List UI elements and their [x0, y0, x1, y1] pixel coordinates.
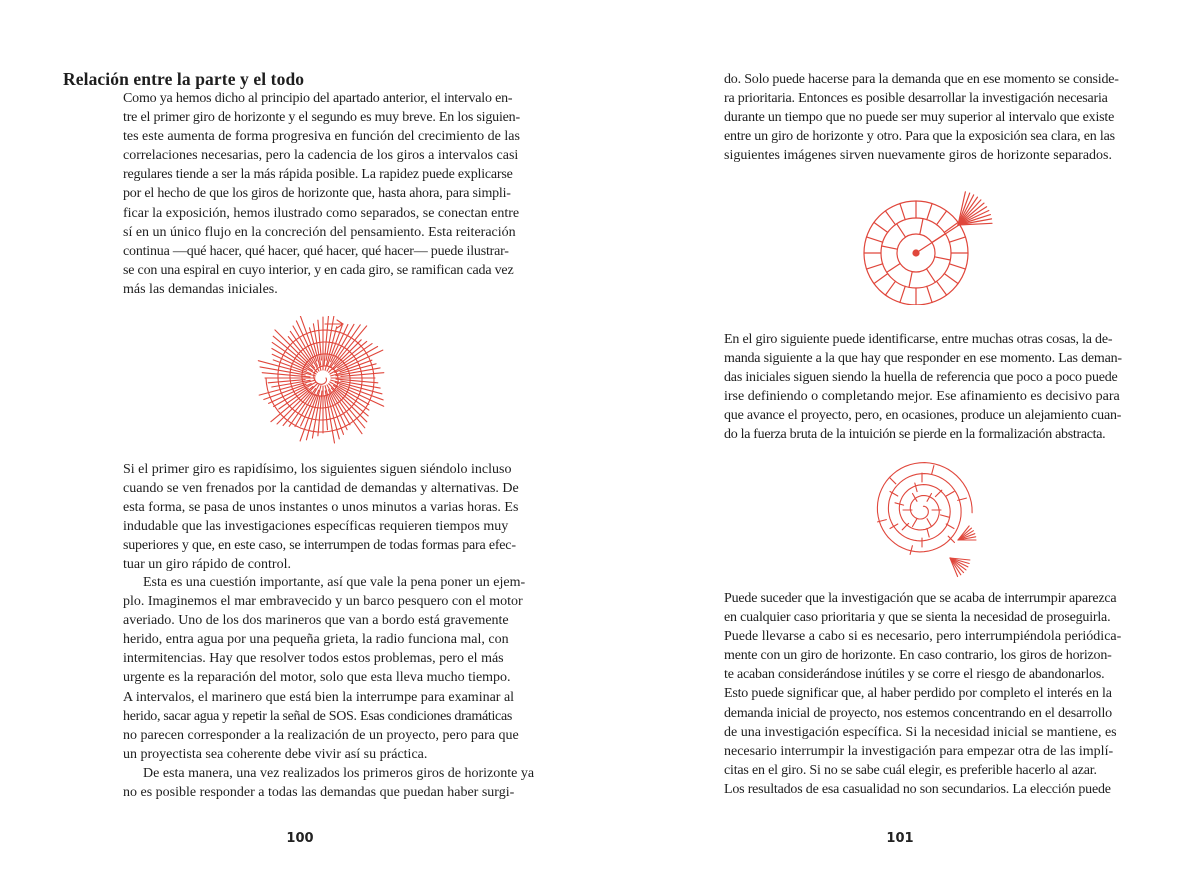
text-line: averiado. Uno de los dos marineros que van a bordo está gravemente [123, 613, 509, 629]
text-line: esta forma, se pasa de unos instantes o unos minutos a varias horas. Es [123, 500, 519, 516]
text-line: En el giro siguiente puede identificarse, entre muchas otras cosas, la de- [724, 332, 1113, 347]
circular-turn-with-fan-drawing [860, 185, 1000, 305]
right-paragraph-1 [724, 70, 1119, 165]
text-line: citas en el giro. Si no se sabe cuál elegir, es preferible hacerlo al azar. [724, 762, 1097, 778]
text-line: que avance el proyecto, pero, en ocasiones, produce un alejamiento cuan- [724, 408, 1122, 424]
text-line: irse definiendo o completando mejor. Ese afinamiento es decisivo para [724, 389, 1120, 405]
text-line: siguientes imágenes sirven nuevamente giros de horizonte separados. [724, 148, 1112, 164]
text-line: do la fuerza bruta de la intuición se pierde en la formalización abstracta. [724, 427, 1106, 443]
text-line: mente con un giro de horizonte. En caso contrario, los giros de horizon- [724, 648, 1112, 664]
text-line: A intervalos, el marinero que está bien la interrumpe para examinar al [123, 689, 515, 705]
text-line: ficar la exposición, hemos ilustrado como separados, se conectan entre [123, 205, 520, 221]
text-line: herido, entra agua por una pequeña grieta, la radio funciona mal, con [123, 632, 509, 648]
text-line: durante un tiempo que no puede ser muy superior al intervalo que existe [724, 110, 1115, 126]
text-line: continua —qué hacer, qué hacer, qué hacer, qué hacer— puede ilustrar- [123, 243, 509, 259]
right-page [600, 0, 1200, 881]
text-line: herido, sacar agua y repetir la señal de SOS. Esas condiciones dramáticas [123, 708, 513, 724]
left-paragraph-4 [123, 764, 534, 802]
segmented-spiral-with-branches-drawing [870, 458, 980, 578]
text-line: ra prioritaria. Entonces es posible desarrollar la investigación necesaria [724, 91, 1108, 107]
left-paragraph-1 [123, 89, 520, 299]
text-line: no parecen corresponder a la realización de un proyecto, pero para que [123, 727, 519, 743]
text-line: Como ya hemos dicho al principio del apartado anterior, el intervalo en- [123, 91, 513, 106]
section-heading: Relación entre la parte y el todo [63, 69, 305, 89]
text-line: sí en un único flujo en la concreción del pensamiento. Esta reiteración [123, 224, 516, 240]
text-line: urgente es la reparación del motor, solo que esta lleva mucho tiempo. [123, 670, 511, 686]
text-line: plo. Imaginemos el mar embravecido y un barco pesquero con el motor [123, 594, 523, 610]
text-line: demanda inicial de proyecto, nos estemos concentrando en el desarrollo [724, 705, 1112, 721]
text-line: intermitencias. Hay que resolver todos estos problemas, pero el más [123, 651, 504, 667]
text-line: Puede suceder que la investigación que se acaba de interrumpir aparezca [724, 591, 1117, 606]
text-line: das iniciales siguen siendo la huella de referencia que poco a poco puede [724, 370, 1118, 386]
page-number: 101 [886, 831, 914, 846]
spiral-radiating-lines-drawing [255, 316, 407, 444]
text-line: de una investigación específica. Si la necesidad inicial se mantiene, es [724, 724, 1117, 740]
text-line: De esta manera, una vez realizados los primeros giros de horizonte ya [143, 766, 535, 781]
text-line: correlaciones necesarias, pero la cadencia de los giros a intervalos casi [123, 148, 519, 164]
right-paragraph-3 [724, 589, 1121, 799]
text-line: Esto puede significar que, al haber perdido por completo el interés en la [724, 686, 1112, 702]
text-line: indudable que las investigaciones específicas requieren tiempos muy [123, 519, 509, 535]
text-line: tre el primer giro de horizonte y el segundo es muy breve. En los siguien- [123, 110, 520, 126]
left-paragraph-2 [123, 460, 519, 575]
left-paragraph-3 [123, 573, 525, 764]
text-line: tuar un giro rápido de control. [123, 557, 291, 573]
text-line: tes este aumenta de forma progresiva en función del crecimiento de las [123, 129, 520, 145]
text-line: cuando se ven frenados por la cantidad de demandas y alternativas. De [123, 481, 519, 497]
text-line: en cualquier caso prioritaria y que se sienta la necesidad de proseguirla. [724, 610, 1111, 626]
right-paragraph-2 [724, 330, 1122, 445]
text-line: Si el primer giro es rapidísimo, los siguientes siguen siéndolo incluso [123, 462, 512, 477]
text-line: Puede llevarse a cabo si es necesario, pero interrumpiéndola periódica- [724, 629, 1122, 645]
text-line: Los resultados de esa casualidad no son secundarios. La elección puede [724, 781, 1111, 797]
text-line: necesario interrumpir la investigación para empezar otra de las implí- [724, 743, 1114, 759]
text-line: manda siguiente a la que hay que responder en ese momento. Las deman- [724, 351, 1122, 367]
text-line: do. Solo puede hacerse para la demanda que en ese momento se conside- [724, 72, 1119, 87]
text-line: por el hecho de que los giros de horizonte que, hasta ahora, para simpli- [123, 186, 511, 202]
text-line: te acaban considerándose inútiles y se corre el riesgo de abandonarlos. [724, 667, 1105, 683]
text-line: se con una espiral en cuyo interior, y en cada giro, se ramifican cada vez [123, 262, 514, 278]
text-line: entre un giro de horizonte y otro. Para que la exposición sea clara, en las [724, 129, 1115, 145]
page-number: 100 [286, 831, 314, 846]
text-line: no es posible responder a todas las demandas que puedan haber surgi- [123, 785, 515, 801]
text-line: Esta es una cuestión importante, así que vale la pena poner un ejem- [143, 575, 526, 590]
text-line: superiores y que, en este caso, se interrumpen de todas formas para efec- [123, 538, 516, 554]
text-line: más las demandas iniciales. [123, 281, 278, 297]
text-line: regulares tiende a ser la más rápida posible. La rapidez puede explicarse [123, 167, 513, 183]
text-line: un proyectista sea coherente debe vivir así su práctica. [123, 746, 428, 762]
